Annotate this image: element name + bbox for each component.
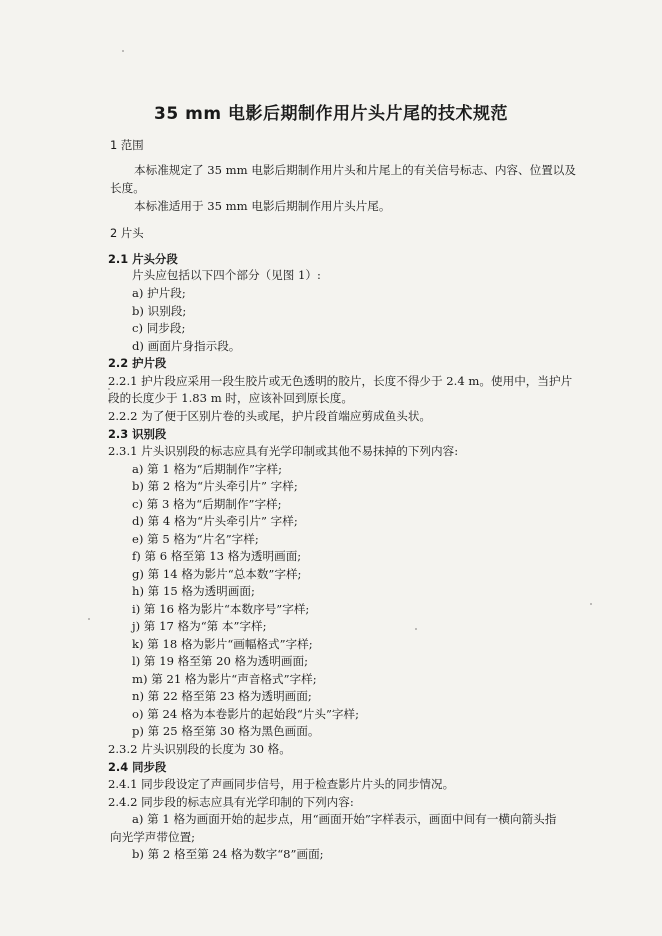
text-line: d) 第 4 格为“片头牵引片” 字样;: [132, 514, 298, 528]
text-line: a) 护片段;: [132, 286, 186, 300]
text-line: a) 第 1 格为“后期制作”字样;: [132, 462, 282, 476]
scan-speck: [108, 388, 110, 390]
text-line: m) 第 21 格为影片“声音格式”字样;: [132, 672, 317, 686]
text-line: j) 第 17 格为“第 本”字样;: [132, 619, 267, 633]
text-line: 2.3.2 片头识别段的长度为 30 格。: [108, 742, 291, 756]
text-line: 2.4.2 同步段的标志应具有光学印制的下列内容:: [108, 795, 354, 809]
text-line: 2.3.1 片头识别段的标志应具有光学印制或其他不易抹掉的下列内容:: [108, 444, 459, 458]
text-line: b) 识别段;: [132, 304, 187, 318]
text-line: 本标准适用于 35 mm 电影后期制作用片头片尾。: [134, 199, 391, 213]
text-line: o) 第 24 格为本卷影片的起始段“片头”字样;: [132, 707, 359, 721]
section-heading: 2.3 识别段: [108, 427, 167, 441]
section-heading: 2.4 同步段: [108, 760, 167, 774]
scan-speck: [590, 603, 592, 605]
text-line: l) 第 19 格至第 20 格为透明画面;: [132, 654, 309, 668]
section-heading: 2 片头: [110, 226, 144, 240]
section-heading: 1 范围: [110, 138, 144, 152]
section-heading: 2.2 护片段: [108, 356, 167, 370]
text-line: 段的长度少于 1.83 m 时，应该补回到原长度。: [108, 391, 353, 405]
text-line: c) 第 3 格为“后期制作”字样;: [132, 497, 282, 511]
scan-speck: [88, 618, 90, 620]
text-line: 本标准规定了 35 mm 电影后期制作用片头和片尾上的有关信号标志、内容、位置以及: [134, 163, 576, 177]
text-line: p) 第 25 格至第 30 格为黑色画面。: [132, 724, 320, 738]
text-line: 长度。: [110, 181, 145, 195]
text-line: k) 第 18 格为影片“画幅格式”字样;: [132, 637, 313, 651]
text-line: 2.2.2 为了便于区别片卷的头或尾，护片段首端应剪成鱼头状。: [108, 409, 432, 423]
text-line: e) 第 5 格为“片名”字样;: [132, 532, 259, 546]
text-line: a) 第 1 格为画面开始的起步点，用“画面开始”字样表示，画面中间有一横向箭头指: [132, 812, 557, 826]
text-line: b) 第 2 格至第 24 格为数字“8”画面;: [132, 847, 324, 861]
text-line: d) 画面片身指示段。: [132, 339, 241, 353]
text-line: 片头应包括以下四个部分（见图 1）:: [132, 268, 321, 282]
scan-speck: [122, 50, 124, 52]
text-line: b) 第 2 格为“片头牵引片” 字样;: [132, 479, 298, 493]
section-heading: 2.1 片头分段: [108, 252, 178, 266]
text-line: h) 第 15 格为透明画面;: [132, 584, 255, 598]
text-line: 2.4.1 同步段设定了声画同步信号，用于检查影片片头的同步情况。: [108, 777, 455, 791]
text-line: n) 第 22 格至第 23 格为透明画面;: [132, 689, 312, 703]
document-title: 35 mm 电影后期制作用片头片尾的技术规范: [154, 104, 508, 124]
scan-speck: [415, 628, 417, 630]
text-line: 2.2.1 护片段应采用一段生胶片或无色透明的胶片，长度不得少于 2.4 m。使用中，当护片: [108, 374, 573, 388]
text-line: 向光学声带位置;: [110, 830, 196, 844]
text-line: g) 第 14 格为影片“总本数”字样;: [132, 567, 302, 581]
text-line: c) 同步段;: [132, 321, 186, 335]
text-line: f) 第 6 格至第 13 格为透明画面;: [132, 549, 302, 563]
text-line: i) 第 16 格为影片“本数序号”字样;: [132, 602, 310, 616]
